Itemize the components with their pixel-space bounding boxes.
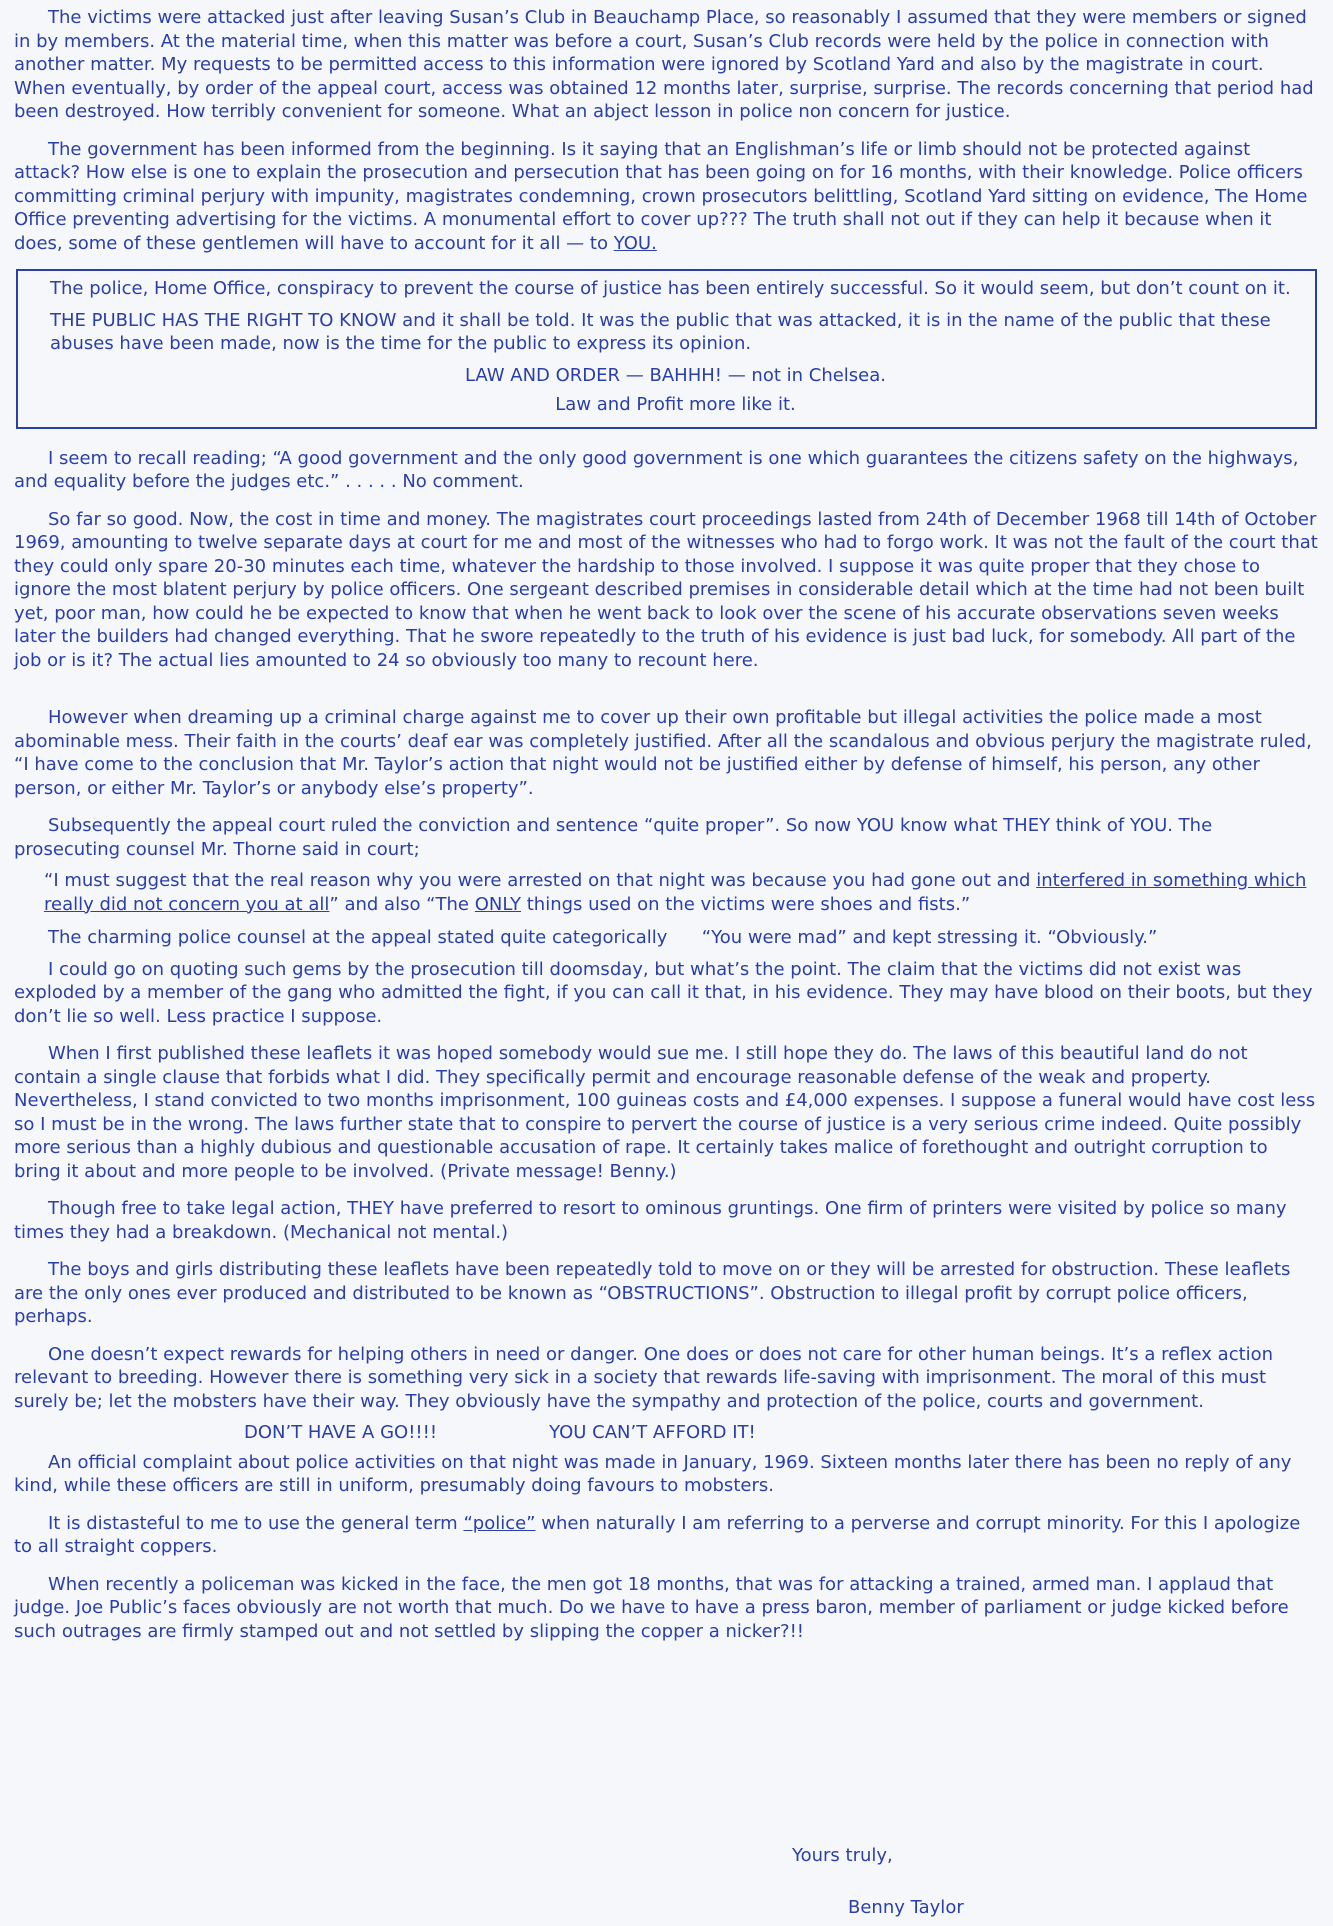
paragraph-policeman-kicked: When recently a policeman was kicked in the face, the men got 18 months, that was for attacking a trained, armed man. I applaud that judge. Joe Public’s faces obviously are not worth that much. Do we have to have a press baron, member of parliament or judge kicked before such outrages are firmly stamped out and not settled by slipping the copper a nicker?!! (14, 1573, 1289, 1642)
quote-part-c: ” and also “The (329, 893, 469, 915)
paragraph-distasteful (14, 1512, 1319, 1559)
shout-dont-have-a-go: DON’T HAVE A GO!!!! (244, 1422, 438, 1443)
boxed-statement (16, 269, 1317, 429)
paragraph-cost: So far so good. Now, the cost in time and money. The magistrates court proceedings lasted from 24th of December 1968 till 14th of October 1969, amounting to twelve separate days at court for me and most of the witnesses who had to forgo work. It was not the fault of the court that they could only spare 20-30 minutes each time, whatever the hardship to those involved. I suppose it was quite proper that they chose to ignore the most blatent perjury by police officers. One sergeant described premises in considerable detail which at the time had not been built yet, poor man, how could he be expected to know that when he went back to look over the scene of his accurate observations seven weeks later the builders had changed everything. That he swore repeatedly to the truth of his evidence is just bad luck, for somebody. All part of the job or is it? The actual lies amounted to 24 so obviously too many to recount here. (14, 508, 1318, 671)
box-slogan-2: Law and Profit more like it. (555, 394, 796, 415)
quote-underlined-phrase: interfered in something which really did not concern you at all (44, 870, 1307, 915)
paragraph-obstructions: The boys and girls distributing these leaflets have been repeatedly told to move on or they will be arrested for obstruction. These leaflets are the only ones ever produced and distributed to be known as “OBSTRUCTIONS”. Obstruction to illegal profit by corrupt police officers, perhaps. (14, 1259, 1291, 1327)
paragraph-leaflets-sue: When I first published these leaflets it was hoped somebody would sue me. I still hope they do. The laws of this beautiful land do not contain a single clause that forbids what I did. They specifically permit and encourage reasonable defense of the weak and property. Nevertheless, I stand convicted to two months imprisonment, 100 guineas costs and £4,000 expenses. I suppose a funeral would have cost less so I must be in the wrong. The laws further state that to conspire to pervert the course of justice is a very serious crime indeed. Quite possibly more serious than a highly dubious and questionable accusation of rape. It certainly takes malice of forethought and outright corruption to bring it about and more people to be involved. (Private message! Benny.) (14, 1043, 1316, 1182)
paragraph-legal-action: Though free to take legal action, THEY have preferred to resort to ominous gruntings. One firm of printers were visited by police so many times they had a breakdown. (Mechanical not mental.) (14, 1198, 1287, 1243)
distasteful-police-term: “police” (463, 1512, 536, 1534)
paragraph-complaint: An official complaint about police activities on that night was made in January, 1969. Sixteen months later there has been no reply of any kind, while these officers are still in uniform, presumably doing favours to mobsters. (14, 1451, 1292, 1496)
paragraph-government-text: The government has been informed from the beginning. Is it saying that an Englishman’s life or limb should not be protected against attack? How else is one to explain the prosecution and persecution that has been going on for 16 months, with their knowledge. Police officers committing criminal perjury with impunity, magistrates condemning, crown prosecutors belittling, Scotland Yard sitting on evidence, The Home Office preventing advertising for the victims. A monumental effort to cover up??? The truth shall not out if they can help it because when it does, some of these gentlemen will have to account for it all — to (14, 138, 1308, 254)
box-line-conspiracy: The police, Home Office, conspiracy to prevent the course of justice has been entirely successful. So it would seem, but don’t count on it. (50, 278, 1291, 299)
shout-line (14, 1421, 1319, 1445)
paragraph-susans-club: The victims were attacked just after leaving Susan’s Club in Beauchamp Place, so reasonably I assumed that they were members or signed in by members. At the material time, when this matter was before a court, Susan’s Club records were held by the police in connection with another matter. My requests to be permitted access to this information were ignored by Scotland Yard and also by the magistrate in court. When eventually, by order of the appeal court, access was obtained 12 months later, surprise, surprise. The records concerning that period had been destroyed. How terribly convenient for someone. What an abject lesson in police non concern for justice. (14, 7, 1314, 122)
distasteful-part-c: when naturally I am referring to a perverse and corrupt minority. For this I apologize to all straight coppers. (14, 1512, 1301, 1557)
paragraph-appeal-court: Subsequently the appeal court ruled the conviction and sentence “quite proper”. So now YOU know what THEY think of YOU. The prosecuting counsel Mr. Thorne said in court; (14, 815, 1213, 860)
signature-name: Benny Taylor (848, 1897, 964, 1918)
quote-prosecuting-counsel (14, 869, 1319, 916)
shout-cant-afford-it: YOU CAN’T AFFORD IT! (549, 1422, 756, 1443)
box-slogan: LAW AND ORDER — BAHHH! — not in Chelsea. (464, 364, 887, 386)
paragraph-criminal-charge: However when dreaming up a criminal charge against me to cover up their own profitable but illegal activities the police made a most abominable mess. Their faith in the courts’ deaf ear was completely justified. After all the scandalous and obvious perjury the magistrate ruled, “I have come to the conclusion that Mr. Taylor’s action that night would not be justified either by defense of himself, his person, any other person, or either Mr. Taylor’s or anybody else’s property”. (14, 707, 1312, 799)
quote-underlined-only: ONLY (474, 893, 521, 915)
paragraph-police-counsel: The charming police counsel at the appeal stated quite categorically “You were mad” and kept stressing it. “Obviously.” (48, 927, 1158, 948)
emphasis-you: YOU. (613, 232, 657, 254)
paragraph-government (14, 138, 1319, 256)
paragraph-rewards: One doesn’t expect rewards for helping others in need or danger. One does or does not care for other human beings. It’s a reflex action relevant to breeding. However there is something very sick in a society that rewards life-saving with imprisonment. The moral of this must surely be; let the mobsters have their way. They obviously have the sympathy and protection of the police, courts and government. (14, 1343, 1274, 1412)
distasteful-part-a: It is distasteful to me to use the general term (48, 1512, 458, 1534)
quote-part-e: things used on the victims were shoes and fists.” (526, 893, 971, 915)
paragraph-good-government: I seem to recall reading; “A good government and the only good government is one which guarantees the citizens safety on the highways, and equality before the judges etc.” . . . . . No comment. (14, 447, 1299, 492)
quote-part-a: “I must suggest that the real reason why you were arrested on that night was because you had gone out and (44, 870, 1031, 891)
paragraph-doomsday: I could go on quoting such gems by the prosecution till doomsday, but what’s the point. The claim that the victims did not exist was exploded by a member of the gang who admitted the fight, if you can call it that, in his evidence. They may have blood on their boots, but they don’t lie so well. Less practice I suppose. (14, 958, 1313, 1027)
closing-line: Yours truly, (792, 1845, 893, 1866)
box-line-public-right: THE PUBLIC HAS THE RIGHT TO KNOW and it shall be told. It was the public that was attacked, it is in the name of the public that these abuses have been made, now is the time for the public to express its opinion. (50, 309, 1271, 354)
